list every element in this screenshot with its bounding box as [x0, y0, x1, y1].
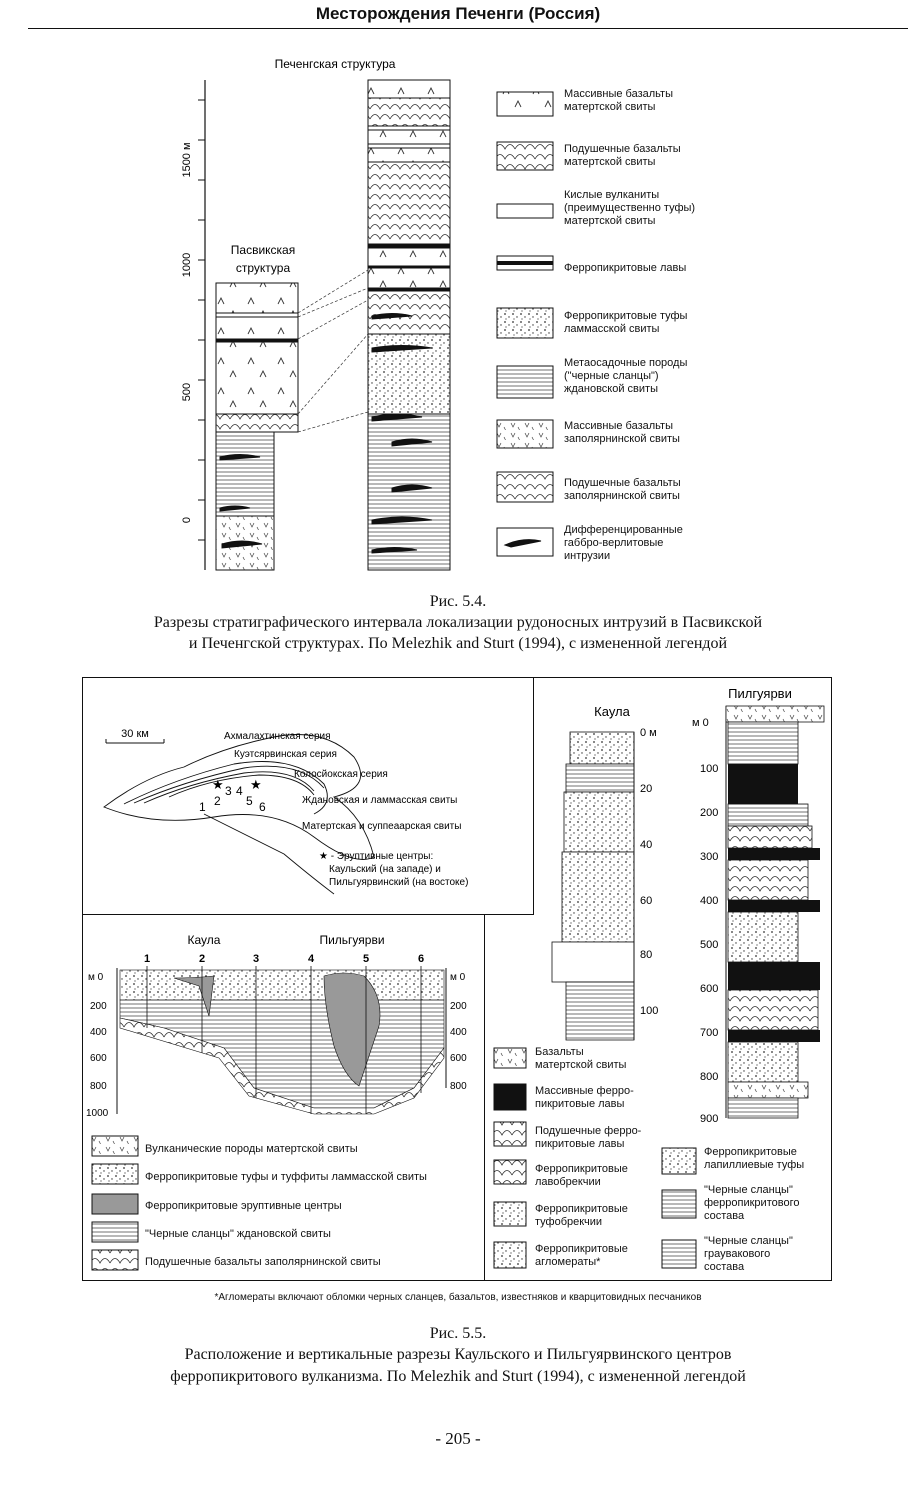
section-legend-3: Ферропикритовые эруптивные центры: [145, 1200, 342, 1212]
svg-text:100: 100: [700, 763, 719, 775]
col-legend-2: Массивные ферро- пикритовые лавы: [535, 1085, 634, 1110]
svg-text:600: 600: [450, 1053, 467, 1064]
pasvik-column: [216, 283, 298, 570]
header-rule: [28, 28, 908, 29]
svg-text:40: 40: [640, 839, 653, 851]
kaula-title: Каула: [594, 704, 630, 719]
svg-text:6: 6: [417, 953, 425, 965]
fig54-legend-5: Ферропикритовые туфы ламмасской свиты: [564, 310, 688, 335]
col-legend-1: Базальты матертской свиты: [535, 1046, 627, 1071]
fig55-section-legend-boxes: [90, 1134, 142, 1274]
star-icon: ★: [250, 777, 262, 792]
fig55-caption-number: Рис. 5.5.: [429, 1325, 487, 1342]
section-legend-4: "Черные сланцы" ждановской свиты: [145, 1228, 331, 1240]
fig54-columns: [150, 50, 490, 580]
col-legend-3: Подушечные ферро- пикритовые лавы: [535, 1125, 642, 1150]
svg-text:400: 400: [700, 895, 719, 907]
running-header: Месторождения Печенги (Россия): [315, 4, 601, 23]
svg-text:800: 800: [90, 1081, 107, 1092]
svg-text:600: 600: [90, 1053, 107, 1064]
svg-text:100: 100: [640, 1005, 659, 1017]
section-legend-2: Ферропикритовые туфы и туффиты ламмасской свиты: [145, 1171, 427, 1183]
fig55-footnote: *Агломераты включают обломки черных сланцев, базальтов, известняков и кварцитовидных песчаников: [214, 1292, 702, 1303]
pasvik-label-1: Пасвикская: [230, 243, 296, 257]
fig54-legend-boxes: [495, 80, 555, 570]
section-pilguyarvi: Пильгуярви: [319, 933, 385, 947]
map-num-2: 2: [214, 794, 221, 808]
svg-text:1: 1: [143, 953, 151, 965]
svg-text:900: 900: [700, 1113, 719, 1122]
fig54-caption-line1: Разрезы стратиграфического интервала локализации рудоносных интрузий в Пасвикской: [153, 614, 763, 631]
fig54-axis-label: 1500 м: [181, 142, 193, 178]
svg-text:80: 80: [640, 949, 653, 961]
svg-text:400: 400: [90, 1027, 107, 1038]
map-label-4: Ждановская и ламмасская свиты: [302, 795, 458, 806]
fig55-caption-line1: Расположение и вертикальные разрезы Каульского и Пильгуярвинского центров: [184, 1346, 732, 1363]
map-num-5: 5: [246, 794, 253, 808]
svg-text:400: 400: [450, 1027, 467, 1038]
correlation-lines: [298, 270, 368, 432]
pechenga-column: [368, 80, 450, 570]
pasvik-label-2: структура: [235, 261, 291, 275]
svg-text:0 м: 0 м: [640, 727, 657, 739]
fig55-col-legend-boxes-b: [660, 1146, 700, 1276]
svg-text:3: 3: [252, 953, 260, 965]
map-label-3: Колосйокская серия: [294, 769, 388, 780]
svg-text:20: 20: [640, 783, 653, 795]
fig54-legend-2: Подушечные базальты матертской свиты: [564, 143, 681, 168]
fig54-caption-number: Рис. 5.4.: [429, 593, 487, 610]
fig55-cross-section: [84, 918, 482, 1128]
svg-text:1000: 1000: [86, 1108, 109, 1119]
map-scale: 30 км: [121, 728, 149, 740]
fig54-legend-8: Подушечные базальты заполярнинской свиты: [564, 477, 681, 502]
svg-text:500: 500: [700, 939, 719, 951]
pilg-title: Пилгуярви: [728, 686, 792, 701]
fig54-tick-500: 500: [181, 382, 193, 402]
svg-text:м 0: м 0: [450, 972, 466, 983]
map-eruptive-1: ★ - Эруптивные центры:: [319, 851, 434, 862]
svg-text:700: 700: [700, 1027, 719, 1039]
pechenga-label: Печенгская структура: [274, 57, 396, 71]
svg-text:600: 600: [700, 983, 719, 995]
col-legend-4: Ферропикритовые лавобрекчии: [535, 1163, 628, 1188]
map-eruptive-2: Каульский (на западе) и: [329, 864, 441, 875]
svg-text:200: 200: [450, 1001, 467, 1012]
svg-text:м 0: м 0: [88, 972, 104, 983]
map-label-5: Матертская и суппеаарская свиты: [302, 821, 462, 832]
col-legend-9: "Черные сланцы" граувакового состава: [704, 1235, 793, 1273]
svg-text:м 0: м 0: [692, 717, 709, 729]
map-num-6: 6: [259, 800, 266, 814]
page-number: - 205 -: [435, 1429, 481, 1448]
fig54-legend-6: Метаосадочные породы ("черные сланцы") ждановской свиты: [564, 357, 688, 395]
map-eruptive-3: Пильгуярвинский (на востоке): [329, 877, 469, 888]
map-label-1: Ахмалахтинская серия: [224, 731, 331, 742]
fig54-caption-line2: и Печенгской структурах. По Melezhik and Sturt (1994), с измененной легендой: [188, 635, 728, 652]
svg-text:800: 800: [450, 1081, 467, 1092]
star-icon: ★: [212, 777, 224, 792]
fig54-legend-9: Дифференцированные габбро-верлитовые интрузии: [564, 524, 683, 562]
svg-text:2: 2: [198, 953, 206, 965]
svg-text:4: 4: [307, 953, 315, 965]
svg-text:800: 800: [700, 1071, 719, 1083]
fig55-caption-line2: ферропикритового вулканизма. По Melezhik and Sturt (1994), с измененной легендой: [170, 1368, 746, 1385]
svg-text:300: 300: [700, 851, 719, 863]
svg-text:200: 200: [700, 807, 719, 819]
fig55-map: [84, 679, 532, 913]
map-num-4: 4: [236, 784, 243, 798]
svg-text:200: 200: [90, 1001, 107, 1012]
fig54-legend-7: Массивные базальты заполярнинской свиты: [564, 420, 680, 445]
fig54-tick-1000: 1000: [181, 252, 193, 278]
col-legend-6: Ферропикритовые агломераты*: [535, 1243, 628, 1268]
section-legend-1: Вулканические породы матертской свиты: [145, 1143, 358, 1155]
fig54-tick-0: 0: [181, 516, 193, 524]
col-legend-7: Ферропикритовые лапиллиевые туфы: [704, 1146, 805, 1171]
section-kaula: Каула: [187, 933, 221, 947]
col-legend-5: Ферропикритовые туфобрекчии: [535, 1203, 628, 1228]
kaula-column: [536, 700, 672, 1045]
pilg-column: [690, 682, 830, 1122]
map-label-2: Куэтсярвинская серия: [234, 749, 337, 760]
col-legend-8: "Черные сланцы" ферропикритового состава: [704, 1184, 800, 1222]
fig54-legend-1: Массивные базальты матертской свиты: [564, 88, 673, 113]
fig54-legend-3: Кислые вулканиты (преимущественно туфы) матертской свиты: [564, 189, 696, 227]
svg-text:60: 60: [640, 895, 653, 907]
fig55-col-legend-boxes-a: [492, 1046, 532, 1276]
fig54-legend-4: Ферропикритовые лавы: [564, 262, 687, 274]
svg-text:5: 5: [362, 953, 370, 965]
map-num-1: 1: [199, 800, 206, 814]
map-num-3: 3: [225, 784, 232, 798]
section-legend-5: Подушечные базальты заполярнинской свиты: [145, 1256, 381, 1268]
